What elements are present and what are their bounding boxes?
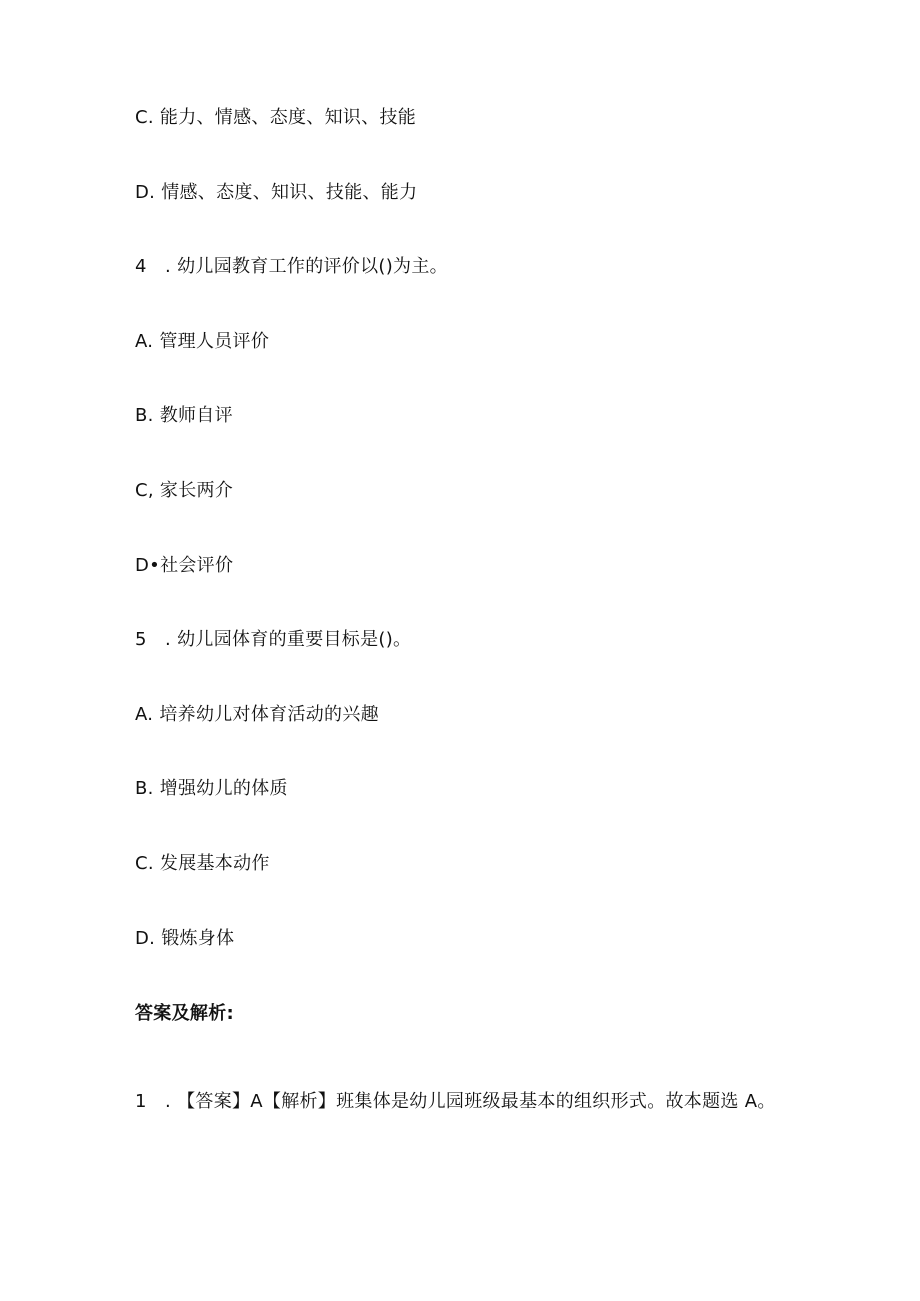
question-5: 5 . 幼儿园体育的重要目标是()。 [135, 629, 412, 650]
q5-option-c: C. 发展基本动作 [135, 853, 270, 874]
question-4: 4 . 幼儿园教育工作的评价以()为主。 [135, 256, 448, 277]
q4-option-d: D•社会评价 [135, 555, 234, 576]
q3-option-d: D. 情感、态度、知识、技能、能力 [135, 182, 418, 203]
q5-option-b: B. 增强幼儿的体质 [135, 778, 288, 799]
q4-option-b: B. 教师自评 [135, 405, 233, 426]
q5-option-d: D. 锻炼身体 [135, 928, 235, 949]
q4-option-a: A. 管理人员评价 [135, 331, 270, 352]
q4-option-c: C, 家长两介 [135, 480, 234, 501]
q3-option-c: C. 能力、情感、态度、知识、技能 [135, 107, 417, 128]
answers-heading: 答案及解析: [135, 1003, 234, 1024]
answer-1: 1 . 【答案】A【解析】班集体是幼儿园班级最基本的组织形式。故本题选 A。 [135, 1091, 776, 1112]
q5-option-a: A. 培养幼儿对体育活动的兴趣 [135, 704, 379, 725]
